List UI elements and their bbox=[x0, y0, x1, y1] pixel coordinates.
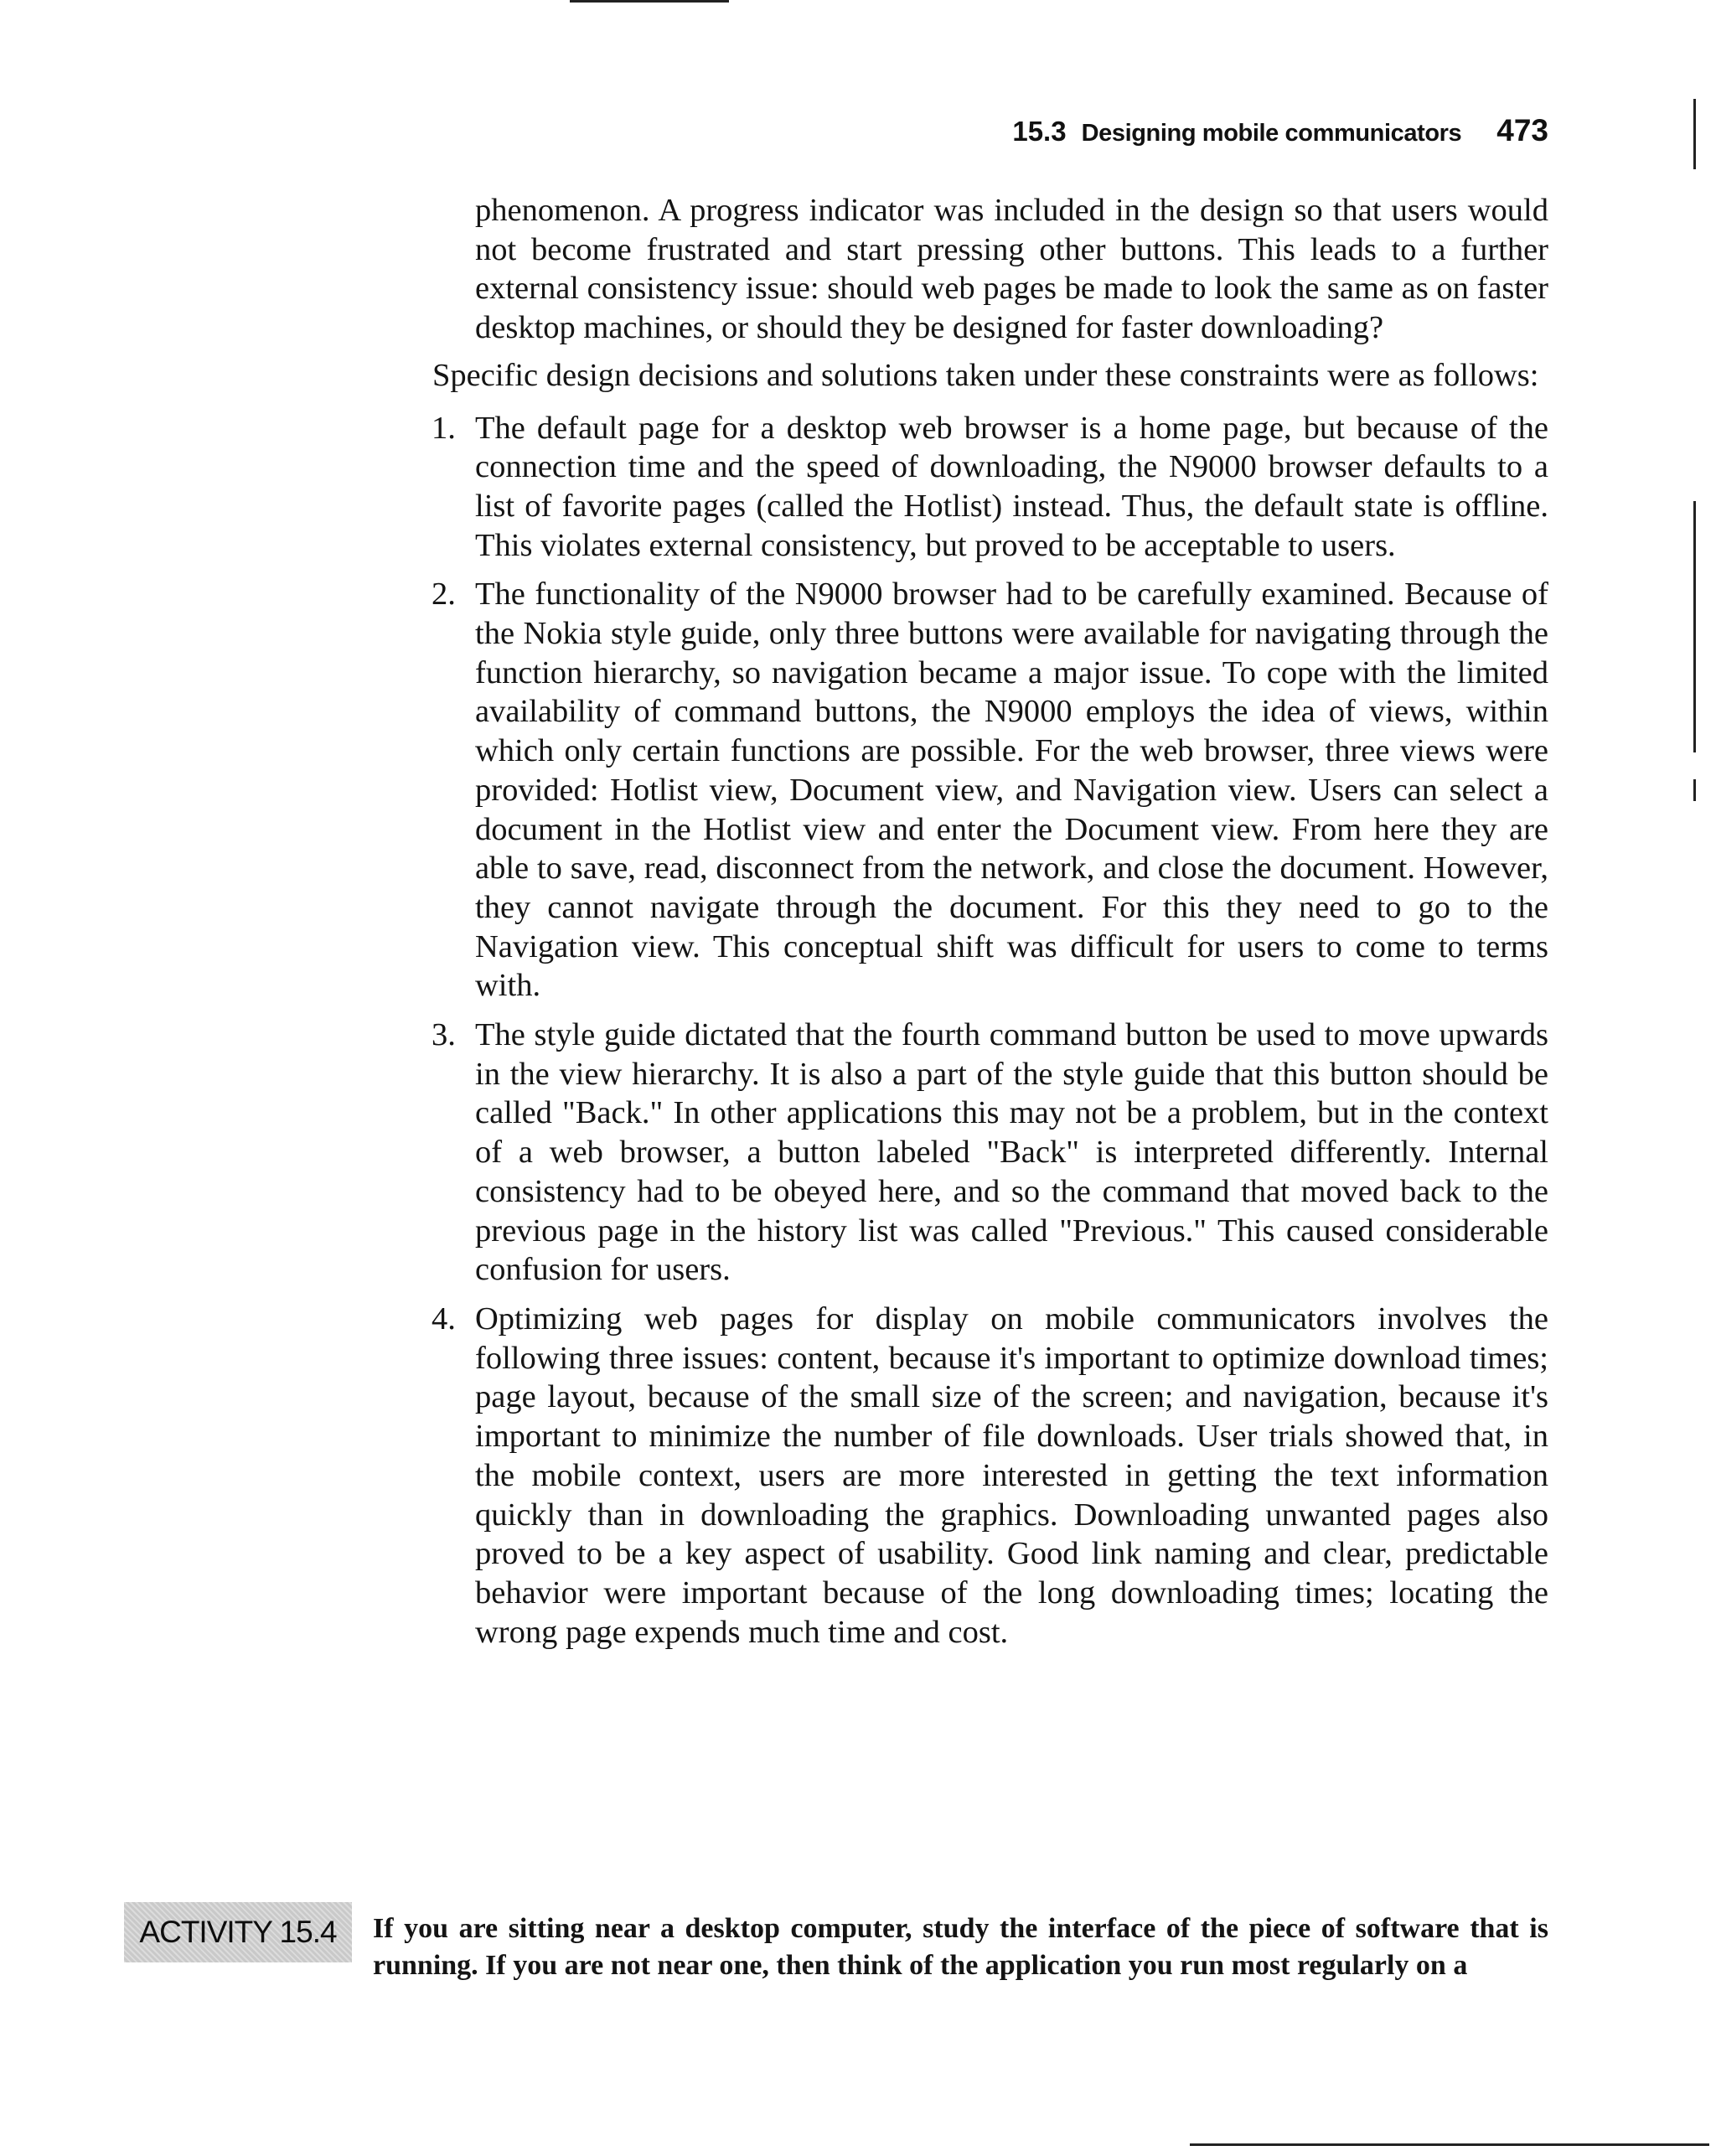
list-item bbox=[373, 409, 1548, 566]
list-item-number: 4. bbox=[432, 1300, 456, 1337]
section-title: Designing mobile communicators bbox=[1081, 120, 1462, 147]
list-item-text: The default page for a desktop web browser is a home page, but because of the connection time and the speed of downloading, the N9000 browser defaults to a list of favorite pages (called the Hotlist) instead. Thus, the default state is offline. This violates external consistency, but proved to be acceptable to users. bbox=[475, 410, 1548, 563]
running-head bbox=[1012, 113, 1548, 148]
paragraph-continuation: phenomenon. A progress indicator was included in the design so that users would not become frustrated and start pressing other buttons. This leads to a further external consistency issue: should web pages be made to look the same as on faster desktop machines, or should they be designed for faster downloading? bbox=[475, 193, 1548, 346]
list-item-number: 1. bbox=[432, 410, 456, 446]
list-item-number: 2. bbox=[432, 576, 456, 613]
list-item bbox=[373, 575, 1548, 1006]
list-item-text: Optimizing web pages for display on mobile communicators involves the following three issues: content, because it's important to optimize download times; page layout, because of the small size of the screen; and navigation, because it's important to minimize the number of file downloads. User trials showed that, in the mobile context, users are more interested in getting the text information quickly than in downloading the graphics. Downloading unwanted pages also proved to be a key aspect of usability. Good link naming and clear, predictable behavior were important because of the long downloading times; locating the wrong page expends much time and cost. bbox=[475, 1300, 1548, 1650]
list-item-text: The style guide dictated that the fourth command button be used to move upwards in the view hierarchy. It is also a part of the style guide that this button should be called "Back." In other applications this may not be a problem, but in the context of a web browser, a button labeled "Back" is interpreted differently. Internal consistency had to be obeyed here, and so the command that moved back to the previous page in the history list was called "Previous." This caused considerable confusion for users. bbox=[475, 1017, 1548, 1288]
list-item-text: The functionality of the N9000 browser had to be carefully examined. Because of the Nokia style guide, only three buttons were available for navigating through the function hierarchy, so navigation became a major issue. To cope with the limited availability of command buttons, the N9000 employs the idea of views, within which only certain functions are possible. For the web browser, three views were provided: Hotlist view, Document view, and Navigation view. Users can select a document in the Hotlist view and enter the Document view. From here they are able to save, read, disconnect from the network, and close the document. However, they cannot navigate through the document. For this they need to go to the Navigation view. This conceptual shift was difficult for users to come to terms with. bbox=[475, 576, 1548, 1004]
activity-text: If you are sitting near a desktop computer, study the interface of the piece of software that is running. If you are not near one, then think of the application you run most regularly on a bbox=[373, 1913, 1548, 1981]
numbered-list bbox=[373, 409, 1548, 1652]
page-number: 473 bbox=[1496, 113, 1548, 147]
change-bar bbox=[1693, 779, 1696, 801]
bottom-rule bbox=[1190, 2143, 1709, 2146]
list-item-number: 3. bbox=[432, 1017, 456, 1053]
change-bar bbox=[1693, 99, 1696, 169]
paragraph: Specific design decisions and solutions taken under these constraints were as follows: bbox=[432, 357, 1539, 393]
activity-label: ACTIVITY 15.4 bbox=[124, 1902, 352, 1962]
list-item bbox=[373, 1016, 1548, 1290]
change-bar bbox=[1693, 501, 1696, 752]
page-body bbox=[373, 191, 1548, 1652]
section-number: 15.3 bbox=[1012, 116, 1067, 147]
list-item bbox=[373, 1300, 1548, 1652]
top-rule bbox=[570, 0, 729, 3]
